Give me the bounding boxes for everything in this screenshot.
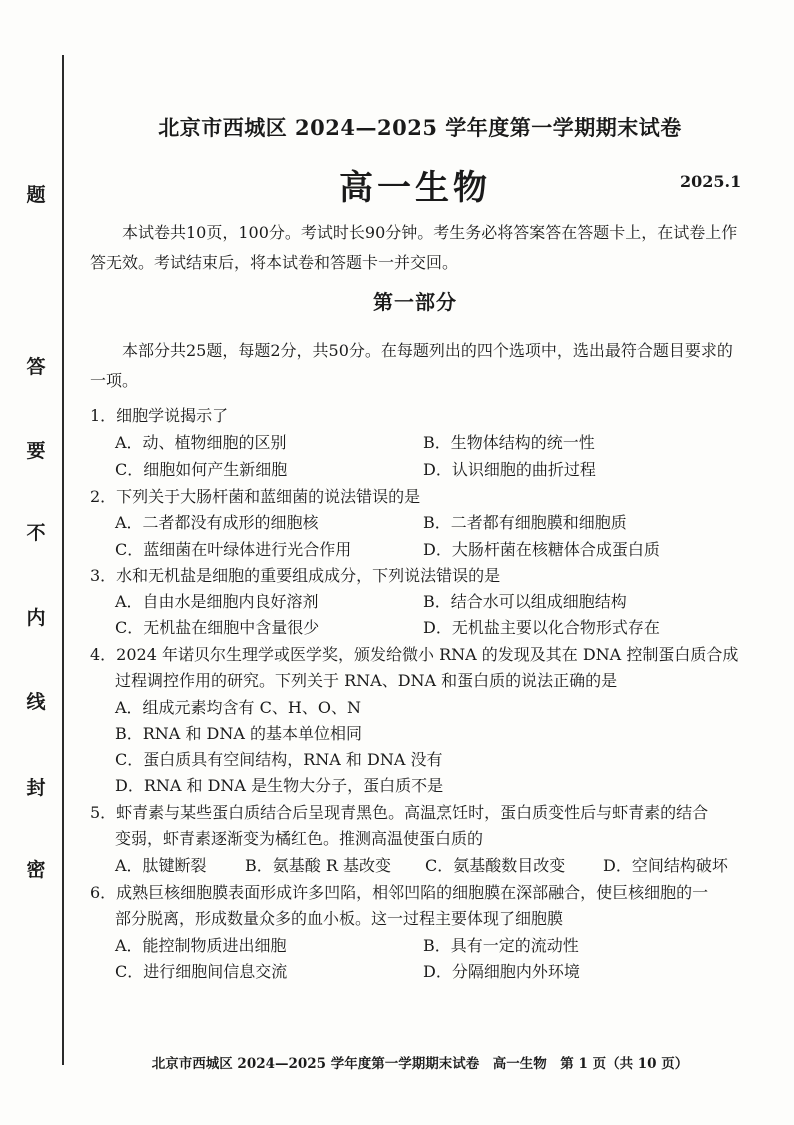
binding-char: 密 (26, 859, 46, 881)
option-c: C．氨基酸数目改变 (425, 856, 566, 875)
option-d: D．空间结构破坏 (603, 856, 728, 875)
option-c: C．细胞如何产生新细胞 (115, 460, 288, 479)
option-b: B．RNA 和 DNA 的基本单位相同 (115, 724, 363, 743)
question-stem-continued: 变弱，虾青素逐渐变为橘红色。推测高温使蛋白质的 (115, 829, 484, 848)
exam-date: 2025.1 (680, 172, 742, 191)
option-d: D．无机盐主要以化合物形式存在 (423, 618, 660, 637)
instructions-line-2: 答无效。考试结束后，将本试卷和答题卡一并交回。 (90, 253, 459, 272)
exam-title: 北京市西城区 2024—2025 学年度第一学期期末试卷 (158, 115, 682, 140)
question-stem: 3．水和无机盐是细胞的重要组成成分，下列说法错误的是 (90, 566, 501, 585)
binding-line (62, 55, 64, 1065)
section-title: 第一部分 (373, 290, 457, 314)
question-stem: 5．虾青素与某些蛋白质结合后呈现青黑色。高温烹饪时，蛋白质变性后与虾青素的结合 (90, 803, 709, 822)
option-a: A．动、植物细胞的区别 (115, 433, 287, 452)
option-d: D．大肠杆菌在核糖体合成蛋白质 (423, 540, 660, 559)
binding-char: 线 (26, 691, 46, 713)
option-a: A．二者都没有成形的细胞核 (115, 513, 319, 532)
option-b: B．具有一定的流动性 (423, 936, 579, 955)
page-footer: 北京市西城区 2024—2025 学年度第一学期期末试卷 高一生物 第 1 页（共 10 页） (151, 1056, 689, 1072)
option-a: A．自由水是细胞内良好溶剂 (115, 592, 319, 611)
binding-char: 内 (26, 607, 46, 629)
option-b: B．结合水可以组成细胞结构 (423, 592, 627, 611)
option-a: A．能控制物质进出细胞 (115, 936, 287, 955)
option-d: D．认识细胞的曲折过程 (423, 460, 596, 479)
section-intro-line-1: 本部分共25题，每题2分，共50分。在每题列出的四个选项中，选出最符合题目要求的 (122, 341, 733, 360)
binding-char: 答 (26, 356, 46, 378)
subject-title: 高一生物 (339, 168, 491, 208)
question-stem: 2．下列关于大肠杆菌和蓝细菌的说法错误的是 (90, 487, 421, 506)
option-d: D．分隔细胞内外环境 (423, 962, 580, 981)
option-b: B．生物体结构的统一性 (423, 433, 595, 452)
option-b: B．氨基酸 R 基改变 (245, 856, 391, 875)
option-c: C．蓝细菌在叶绿体进行光合作用 (115, 540, 352, 559)
question-stem-continued: 过程调控作用的研究。下列关于 RNA、DNA 和蛋白质的说法正确的是 (115, 671, 618, 690)
question-stem: 4．2024 年诺贝尔生理学或医学奖，颁发给微小 RNA 的发现及其在 DNA 控制蛋白质合成 (90, 645, 739, 664)
instructions-line-1: 本试卷共10页，100分。考试时长90分钟。考生务必将答案答在答题卡上，在试卷上作 (122, 223, 738, 242)
question-stem: 6．成熟巨核细胞膜表面形成许多凹陷，相邻凹陷的细胞膜在深部融合，使巨核细胞的一 (90, 883, 709, 902)
binding-char: 要 (26, 440, 46, 462)
question-stem-continued: 部分脱离，形成数量众多的血小板。这一过程主要体现了细胞膜 (115, 909, 564, 928)
option-a: A．肽键断裂 (115, 856, 207, 875)
question-stem: 1．细胞学说揭示了 (90, 406, 229, 425)
binding-char: 题 (26, 184, 46, 206)
option-a: A．组成元素均含有 C、H、O、N (115, 698, 361, 717)
option-c: C．蛋白质具有空间结构，RNA 和 DNA 没有 (115, 750, 443, 769)
option-c: C．无机盐在细胞中含量很少 (115, 618, 320, 637)
option-d: D．RNA 和 DNA 是生物大分子，蛋白质不是 (115, 776, 444, 795)
option-c: C．进行细胞间信息交流 (115, 962, 288, 981)
binding-char: 封 (26, 777, 46, 799)
binding-char: 不 (26, 522, 46, 544)
section-intro-line-2: 一项。 (90, 371, 139, 390)
option-b: B．二者都有细胞膜和细胞质 (423, 513, 627, 532)
